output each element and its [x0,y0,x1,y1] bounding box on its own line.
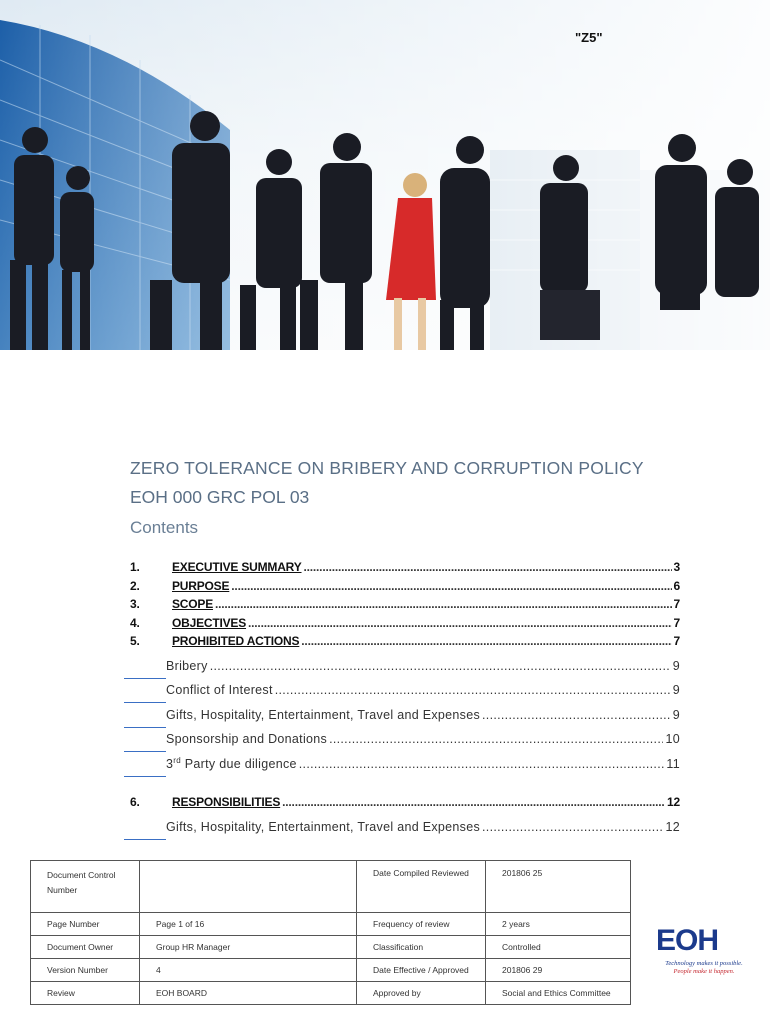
toc-page: 11 [666,756,680,771]
toc-subentry-bribery[interactable] [124,659,680,684]
document-control-table [30,860,631,1005]
toc-entry-responsibilities[interactable] [124,795,680,814]
table-cell: Date Compiled Reviewed [357,861,486,913]
cover-photo [0,0,770,350]
toc-label: Gifts, Hospitality, Entertainment, Travel and Expenses [166,819,481,834]
toc-page: 7 [673,597,680,611]
table-cell: Frequency of review [357,913,486,936]
toc-page: 9 [672,683,680,697]
toc-number: 1. [130,560,140,574]
table-cell: Group HR Manager [140,936,357,959]
toc-subentry-third-party[interactable] [124,757,680,782]
toc-entry-objectives[interactable] [124,616,680,635]
table-cell: Controlled [486,936,631,959]
toc-tab-line [124,740,166,752]
toc-page: 7 [673,634,680,648]
toc-number: 5. [130,634,140,648]
table-cell: EOH BOARD [140,982,357,1005]
logo-wordmark: EOH [656,924,719,957]
business-people-walking-illustration [0,0,770,350]
toc-page: 12 [667,795,680,809]
document-code-label: "Z5" [575,30,603,45]
logo-tagline-line2: People make it happen. [673,968,735,975]
table-row [31,913,631,936]
table-cell: Document Owner [31,936,140,959]
toc-label: Conflict of Interest [166,683,273,697]
toc-subentry-gifts-responsibilities[interactable] [124,820,680,845]
toc-number: 6. [130,795,140,809]
toc-page: 6 [673,578,680,593]
toc-subentry-sponsorship[interactable] [124,732,680,757]
table-row [31,959,631,982]
toc-tab-line [124,667,166,679]
contents-heading: Contents [130,518,199,537]
toc-label: PROHIBITED ACTIONS [172,634,300,648]
toc-label: Sponsorship and Donations [166,732,328,746]
table-of-contents [124,560,680,844]
toc-tab-line [124,765,166,777]
toc-entry-scope[interactable] [124,597,680,616]
toc-entry-prohibited-actions[interactable] [124,634,680,653]
toc-leader [215,597,672,611]
toc-label: SCOPE [172,597,214,611]
table-cell: Review [31,982,140,1005]
toc-page: 9 [672,707,680,722]
document-title: ZERO TOLERANCE ON BRIBERY AND CORRUPTION POLICY [130,458,644,478]
toc-page: 9 [672,658,680,673]
toc-leader [299,757,665,771]
toc-leader [301,634,671,648]
table-cell: Approved by [357,982,486,1005]
table-cell: Classification [357,936,486,959]
toc-tab-line [124,716,166,728]
eoh-logo [648,920,760,984]
table-cell: 201806 29 [486,959,631,982]
toc-page: 3 [673,560,680,574]
toc-tab-line [124,828,166,840]
toc-leader [282,795,665,809]
toc-tab-line [124,691,166,703]
toc-label: Gifts, Hospitality, Entertainment, Travel and Expenses [166,707,481,722]
toc-leader [210,659,671,673]
toc-page: 7 [673,615,680,630]
toc-page: 12 [665,819,680,834]
toc-entry-purpose[interactable] [124,579,680,598]
table-cell: Date Effective / Approved [357,959,486,982]
document-reference: EOH 000 GRC POL 03 [130,487,310,507]
toc-label: EXECUTIVE SUMMARY [172,560,302,574]
table-cell: Page 1 of 16 [140,913,357,936]
table-cell: 2 years [486,913,631,936]
toc-number: 3. [130,597,140,611]
toc-leader [231,579,671,593]
table-cell: Social and Ethics Committee [486,982,631,1005]
table-cell: 201806 25 [486,861,631,913]
toc-number: 2. [130,578,140,593]
table-cell: Document Control Number [31,861,140,913]
toc-leader [482,820,663,834]
toc-leader [329,732,663,746]
table-cell: Page Number [31,913,140,936]
table-row [31,936,631,959]
toc-label: 3rd Party due diligence [166,755,297,771]
table-row [31,982,631,1005]
toc-label: Bribery [166,658,208,673]
toc-leader [482,708,671,722]
logo-tagline [654,960,754,976]
table-row [31,861,631,913]
toc-label: PURPOSE [172,578,230,593]
toc-page: 10 [665,732,680,746]
table-cell: 4 [140,959,357,982]
toc-label: OBJECTIVES [172,615,247,630]
toc-leader [275,683,671,697]
toc-number: 4. [130,615,140,630]
table-cell: Version Number [31,959,140,982]
logo-tagline-line1: Technology makes it possible. [665,960,743,967]
toc-entry-executive-summary[interactable] [124,560,680,579]
toc-subentry-gifts[interactable] [124,708,680,733]
toc-subentry-conflict-of-interest[interactable] [124,683,680,708]
toc-label: RESPONSIBILITIES [172,795,281,809]
title-block [130,458,644,538]
table-cell [140,861,357,913]
toc-leader [304,560,672,574]
toc-leader [248,616,671,630]
